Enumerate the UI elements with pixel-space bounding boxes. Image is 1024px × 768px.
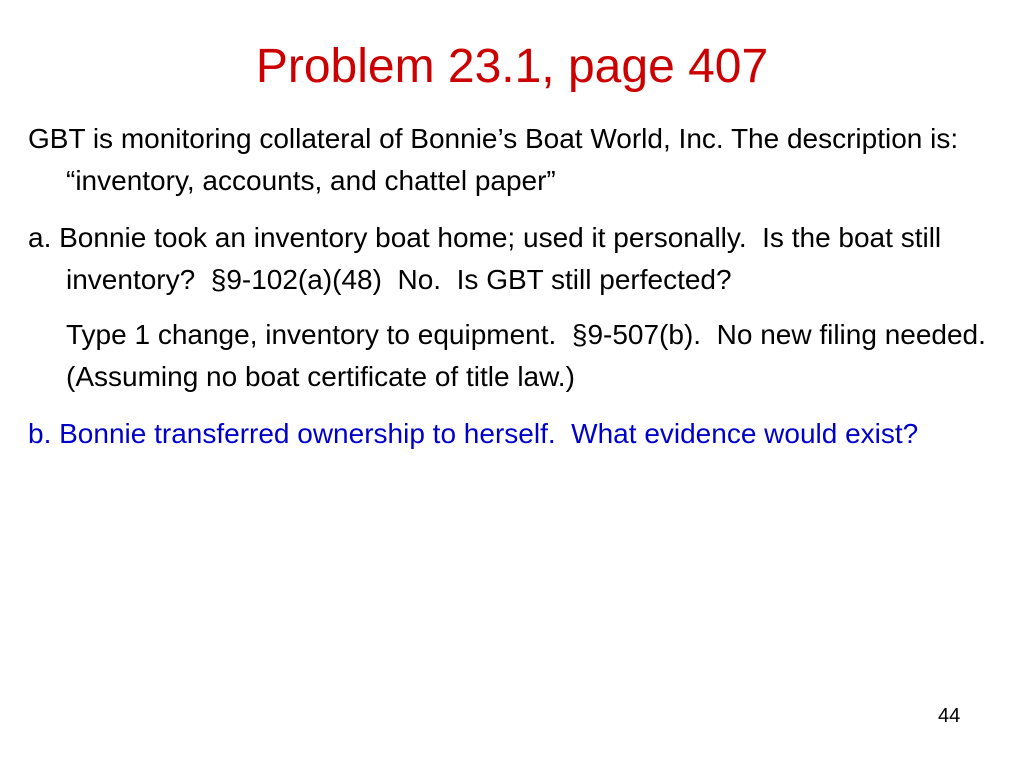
slide-title: Problem 23.1, page 407 <box>255 40 769 93</box>
slide-body <box>28 118 1018 470</box>
paragraph-question-a: a. Bonnie took an inventory boat home; used it personally. Is the boat still inventory? §9-102(a)(48) No. Is GBT still perfected? <box>28 222 949 295</box>
paragraph-answer-a: Type 1 change, inventory to equipment. §9-507(b). No new filing needed. (Assuming no boat certificate of title law.) <box>66 319 1002 392</box>
page-number: 44 <box>938 705 961 727</box>
paragraph-question-b: b. Bonnie transferred ownership to herself. What evidence would exist? <box>28 418 919 449</box>
paragraph-intro: GBT is monitoring collateral of Bonnie’s Boat World, Inc. The description is: “inventory, accounts, and chattel paper” <box>28 123 966 196</box>
